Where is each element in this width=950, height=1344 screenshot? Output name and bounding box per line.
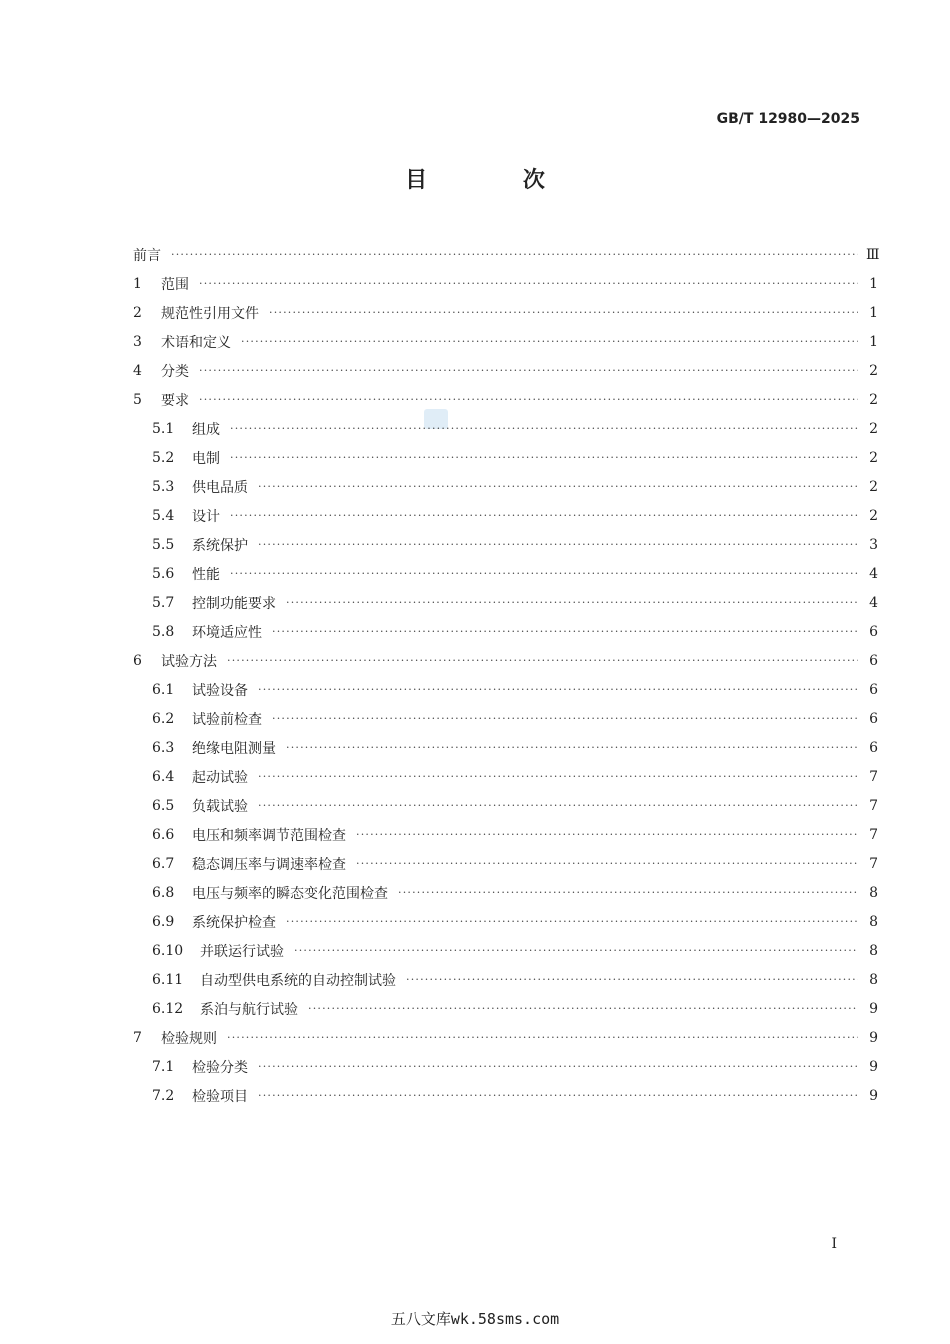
toc-entry[interactable] bbox=[133, 530, 878, 559]
toc-entry[interactable] bbox=[133, 298, 878, 327]
toc-entry-label: 要求 bbox=[161, 392, 189, 409]
toc-entry[interactable] bbox=[133, 936, 878, 965]
toc-leader-dots bbox=[199, 364, 858, 377]
toc-entry-number: 4 bbox=[133, 362, 142, 379]
toc-entry[interactable] bbox=[133, 704, 878, 733]
toc-leader-dots bbox=[230, 509, 858, 522]
toc-entry-label: 性能 bbox=[192, 566, 220, 583]
toc-entry-label: 稳态调压率与调速率检查 bbox=[192, 856, 346, 873]
toc-leader-dots bbox=[398, 886, 858, 899]
toc-leader-dots bbox=[258, 683, 858, 696]
toc-entry-number: 6 bbox=[133, 652, 142, 669]
toc-entry-page: 9 bbox=[869, 1029, 878, 1046]
toc-leader-dots bbox=[272, 712, 858, 725]
toc-entry-number: 5.3 bbox=[152, 478, 175, 495]
toc-leader-dots bbox=[286, 596, 858, 609]
toc-leader-dots bbox=[356, 857, 858, 870]
toc-entry[interactable] bbox=[133, 472, 878, 501]
toc-entry-label: 系统保护检查 bbox=[192, 914, 276, 931]
toc-entry-page: 1 bbox=[869, 304, 878, 321]
toc-entry-label: 负载试验 bbox=[192, 798, 248, 815]
toc-entry-number: 7.2 bbox=[152, 1087, 175, 1104]
toc-entry-number: 6.6 bbox=[152, 826, 175, 843]
toc-entry-label: 设计 bbox=[192, 508, 220, 525]
toc-entry-label: 电压与频率的瞬态变化范围检查 bbox=[192, 885, 388, 902]
toc-entry[interactable] bbox=[133, 443, 878, 472]
toc-entry-number: 5.7 bbox=[152, 594, 175, 611]
toc-entry-label: 试验前检查 bbox=[192, 711, 262, 728]
toc-entry-number: 6.9 bbox=[152, 913, 175, 930]
toc-entry-number: 6.11 bbox=[152, 971, 184, 988]
toc-entry-page: 9 bbox=[869, 1000, 878, 1017]
toc-leader-dots bbox=[308, 1002, 858, 1015]
toc-entry[interactable] bbox=[133, 1023, 878, 1052]
toc-leader-dots bbox=[171, 248, 858, 261]
toc-entry-page: 8 bbox=[869, 942, 878, 959]
toc-entry-number: 5.6 bbox=[152, 565, 175, 582]
toc-entry-page: 8 bbox=[869, 913, 878, 930]
toc-entry[interactable] bbox=[133, 240, 878, 269]
toc-entry-page: 9 bbox=[869, 1058, 878, 1075]
toc-leader-dots bbox=[294, 944, 858, 957]
toc-entry-number: 5.8 bbox=[152, 623, 175, 640]
toc-entry-page: Ⅲ bbox=[866, 246, 880, 263]
toc-entry[interactable] bbox=[133, 501, 878, 530]
toc-entry-page: 3 bbox=[869, 536, 878, 553]
footer-watermark: 五八文库wk.58sms.com bbox=[390, 1310, 560, 1328]
page-number: I bbox=[831, 1236, 837, 1252]
toc-entry-page: 7 bbox=[869, 855, 878, 872]
toc-entry-label: 控制功能要求 bbox=[192, 595, 276, 612]
toc-entry[interactable] bbox=[133, 327, 878, 356]
toc-leader-dots bbox=[230, 422, 858, 435]
toc-entry[interactable] bbox=[133, 849, 878, 878]
toc-entry-label: 电制 bbox=[192, 450, 220, 467]
toc-entry-page: 2 bbox=[869, 478, 878, 495]
toc-entry-label: 范围 bbox=[161, 276, 189, 293]
toc-entry-page: 8 bbox=[869, 884, 878, 901]
toc-leader-dots bbox=[258, 480, 858, 493]
toc-entry-number: 6.5 bbox=[152, 797, 175, 814]
toc-leader-dots bbox=[286, 741, 858, 754]
toc-leader-dots bbox=[199, 393, 858, 406]
toc-entry[interactable] bbox=[133, 385, 878, 414]
toc-leader-dots bbox=[241, 335, 858, 348]
toc-entry-number: 6.12 bbox=[152, 1000, 184, 1017]
toc-leader-dots bbox=[269, 306, 858, 319]
toc-leader-dots bbox=[286, 915, 858, 928]
toc-leader-dots bbox=[406, 973, 858, 986]
toc-entry-number: 5.4 bbox=[152, 507, 175, 524]
toc-entry-label: 供电品质 bbox=[192, 479, 248, 496]
toc-entry[interactable] bbox=[133, 269, 878, 298]
toc-entry-label: 系统保护 bbox=[192, 537, 248, 554]
toc-entry-page: 8 bbox=[869, 971, 878, 988]
toc-entry-number: 6.1 bbox=[152, 681, 175, 698]
toc-leader-dots bbox=[258, 799, 858, 812]
toc-entry[interactable] bbox=[133, 733, 878, 762]
toc-entry-number: 5 bbox=[133, 391, 142, 408]
toc-leader-dots bbox=[258, 1060, 858, 1073]
toc-entry-page: 1 bbox=[869, 275, 878, 292]
toc-leader-dots bbox=[227, 1031, 858, 1044]
toc-leader-dots bbox=[258, 538, 858, 551]
toc-entry-page: 6 bbox=[869, 681, 878, 698]
toc-entry[interactable] bbox=[133, 675, 878, 704]
toc-entry-label: 系泊与航行试验 bbox=[200, 1001, 298, 1018]
toc-entry[interactable] bbox=[133, 878, 878, 907]
toc-entry-page: 6 bbox=[869, 652, 878, 669]
table-of-contents bbox=[133, 240, 878, 1110]
toc-leader-dots bbox=[199, 277, 858, 290]
toc-leader-dots bbox=[258, 770, 858, 783]
toc-leader-dots bbox=[230, 567, 858, 580]
toc-leader-dots bbox=[272, 625, 858, 638]
toc-entry-page: 6 bbox=[869, 739, 878, 756]
toc-entry-label: 组成 bbox=[192, 421, 220, 438]
toc-entry-label: 绝缘电阻测量 bbox=[192, 740, 276, 757]
toc-entry[interactable] bbox=[133, 994, 878, 1023]
toc-entry-label: 电压和频率调节范围检查 bbox=[192, 827, 346, 844]
toc-entry-page: 4 bbox=[869, 594, 878, 611]
toc-entry[interactable] bbox=[133, 762, 878, 791]
toc-entry-page: 2 bbox=[869, 507, 878, 524]
standard-code: GB/T 12980—2025 bbox=[716, 111, 860, 127]
toc-leader-dots bbox=[258, 1089, 858, 1102]
toc-leader-dots bbox=[356, 828, 858, 841]
toc-entry-page: 4 bbox=[869, 565, 878, 582]
toc-entry-number: 6.7 bbox=[152, 855, 175, 872]
toc-entry-label: 分类 bbox=[161, 363, 189, 380]
toc-entry-number: 2 bbox=[133, 304, 142, 321]
toc-entry-label: 试验方法 bbox=[161, 653, 217, 670]
toc-entry-number: 3 bbox=[133, 333, 142, 350]
toc-entry-label: 起动试验 bbox=[192, 769, 248, 786]
toc-entry-page: 7 bbox=[869, 797, 878, 814]
toc-entry-label: 检验项目 bbox=[192, 1088, 248, 1105]
toc-entry[interactable] bbox=[133, 907, 878, 936]
toc-entry-label: 自动型供电系统的自动控制试验 bbox=[200, 972, 396, 989]
toc-entry[interactable] bbox=[133, 617, 878, 646]
toc-entry[interactable] bbox=[133, 1081, 878, 1110]
toc-entry[interactable] bbox=[133, 965, 878, 994]
toc-entry-page: 7 bbox=[869, 768, 878, 785]
toc-entry-page: 9 bbox=[869, 1087, 878, 1104]
toc-entry-page: 2 bbox=[869, 362, 878, 379]
toc-entry-label: 检验规则 bbox=[161, 1030, 217, 1047]
toc-entry-page: 2 bbox=[869, 420, 878, 437]
toc-entry-number: 1 bbox=[133, 275, 142, 292]
toc-entry-label: 环境适应性 bbox=[192, 624, 262, 641]
toc-entry[interactable] bbox=[133, 414, 878, 443]
toc-entry[interactable] bbox=[133, 559, 878, 588]
toc-entry[interactable] bbox=[133, 791, 878, 820]
toc-entry-number: 6.10 bbox=[152, 942, 184, 959]
toc-entry-number: 6.4 bbox=[152, 768, 175, 785]
toc-entry-page: 6 bbox=[869, 710, 878, 727]
toc-entry-page: 1 bbox=[869, 333, 878, 350]
toc-entry-label: 规范性引用文件 bbox=[161, 305, 259, 322]
toc-entry[interactable] bbox=[133, 820, 878, 849]
page-title: 目 次 bbox=[405, 168, 589, 193]
toc-entry-label: 前言 bbox=[133, 247, 161, 264]
toc-entry-number: 5.5 bbox=[152, 536, 175, 553]
toc-entry-number: 6.3 bbox=[152, 739, 175, 756]
toc-entry-page: 7 bbox=[869, 826, 878, 843]
toc-entry[interactable] bbox=[133, 588, 878, 617]
toc-entry-page: 2 bbox=[869, 449, 878, 466]
toc-entry[interactable] bbox=[133, 646, 878, 675]
toc-entry-number: 5.2 bbox=[152, 449, 175, 466]
toc-entry-label: 检验分类 bbox=[192, 1059, 248, 1076]
toc-entry-number: 7.1 bbox=[152, 1058, 175, 1075]
toc-entry-page: 2 bbox=[869, 391, 878, 408]
toc-entry-number: 7 bbox=[133, 1029, 142, 1046]
toc-entry-number: 5.1 bbox=[152, 420, 175, 437]
toc-entry-number: 6.8 bbox=[152, 884, 175, 901]
toc-entry[interactable] bbox=[133, 1052, 878, 1081]
toc-entry-label: 试验设备 bbox=[192, 682, 248, 699]
toc-entry[interactable] bbox=[133, 356, 878, 385]
toc-entry-label: 并联运行试验 bbox=[200, 943, 284, 960]
toc-entry-label: 术语和定义 bbox=[161, 334, 231, 351]
toc-leader-dots bbox=[230, 451, 858, 464]
toc-leader-dots bbox=[227, 654, 858, 667]
toc-entry-number: 6.2 bbox=[152, 710, 175, 727]
toc-entry-page: 6 bbox=[869, 623, 878, 640]
